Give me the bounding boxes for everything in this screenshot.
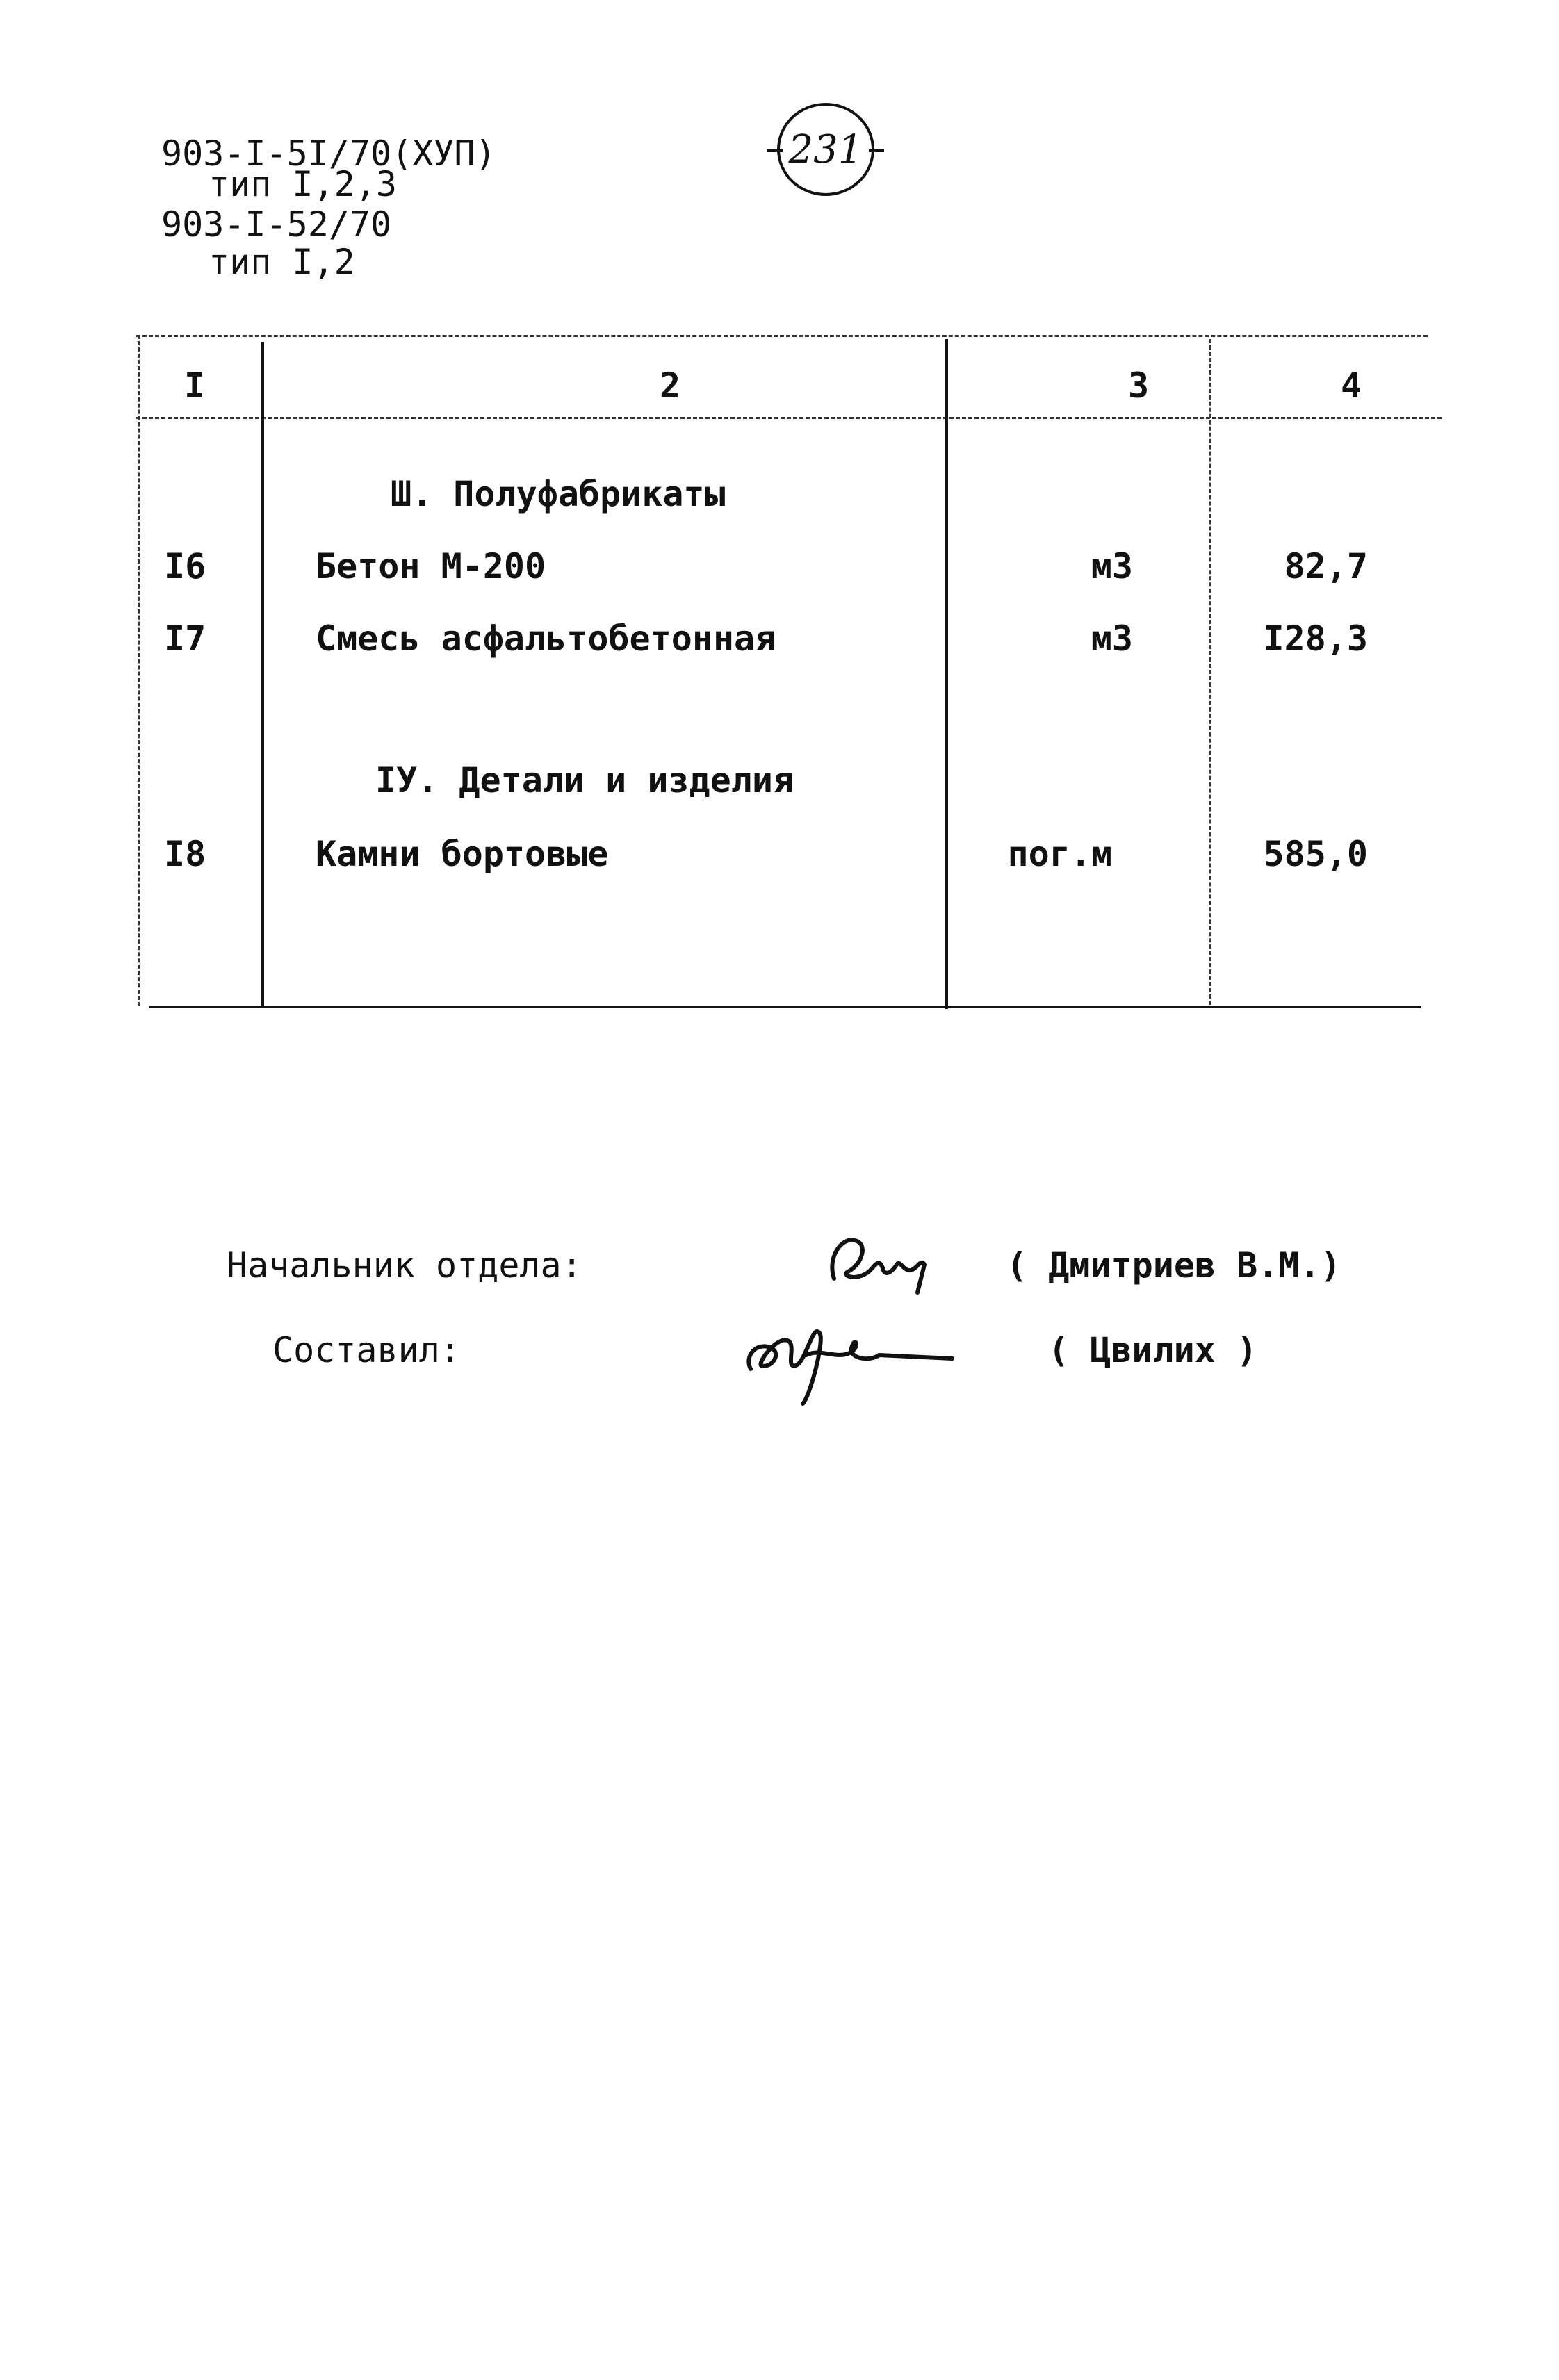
head-of-department-label: Начальник отдела: xyxy=(227,1245,582,1286)
section-heading-semifinished: Ш. Полуфабрикаты xyxy=(391,474,726,514)
row-unit: м3 xyxy=(1091,618,1133,659)
document-code-1: 903-I-5I/70(ХУП) xyxy=(161,133,496,174)
table-left-border xyxy=(138,335,140,1006)
page-number-stamp: 231 xyxy=(777,103,874,196)
table-bottom-border xyxy=(149,1006,1421,1008)
column-divider-1 xyxy=(261,342,264,1006)
table-top-border xyxy=(136,335,1428,337)
compiler-signature xyxy=(730,1292,966,1411)
compiler-label: Составил: xyxy=(272,1330,461,1370)
document-code-2: 903-I-52/70 xyxy=(161,204,392,245)
row-number: I6 xyxy=(164,546,206,586)
row-number: I7 xyxy=(164,618,206,659)
row-quantity: 82,7 xyxy=(1284,546,1368,586)
row-unit: пог.м xyxy=(1007,834,1112,874)
head-name: ( Дмитриев В.М.) xyxy=(1006,1245,1341,1286)
column-header-4: 4 xyxy=(1340,366,1362,406)
section-heading-parts: IУ. Детали и изделия xyxy=(375,760,794,801)
row-number: I8 xyxy=(164,834,206,874)
row-quantity: I28,3 xyxy=(1263,618,1368,659)
row-item-name: Смесь асфальтобетонная xyxy=(316,618,776,659)
table-header-divider xyxy=(136,417,1442,419)
column-divider-3 xyxy=(1209,339,1211,1005)
compiler-name: ( Цвилих ) xyxy=(1048,1330,1258,1370)
document-type-2: тип I,2 xyxy=(209,242,355,282)
row-unit: м3 xyxy=(1091,546,1133,586)
column-header-2: 2 xyxy=(659,366,681,406)
column-header-3: 3 xyxy=(1127,366,1150,406)
row-quantity: 585,0 xyxy=(1263,834,1368,874)
column-divider-2 xyxy=(945,339,948,1009)
document-type-1: тип I,2,3 xyxy=(209,164,397,204)
row-item-name: Бетон М-200 xyxy=(316,546,546,586)
row-item-name: Камни бортовые xyxy=(316,834,609,874)
column-header-1: I xyxy=(183,366,206,406)
